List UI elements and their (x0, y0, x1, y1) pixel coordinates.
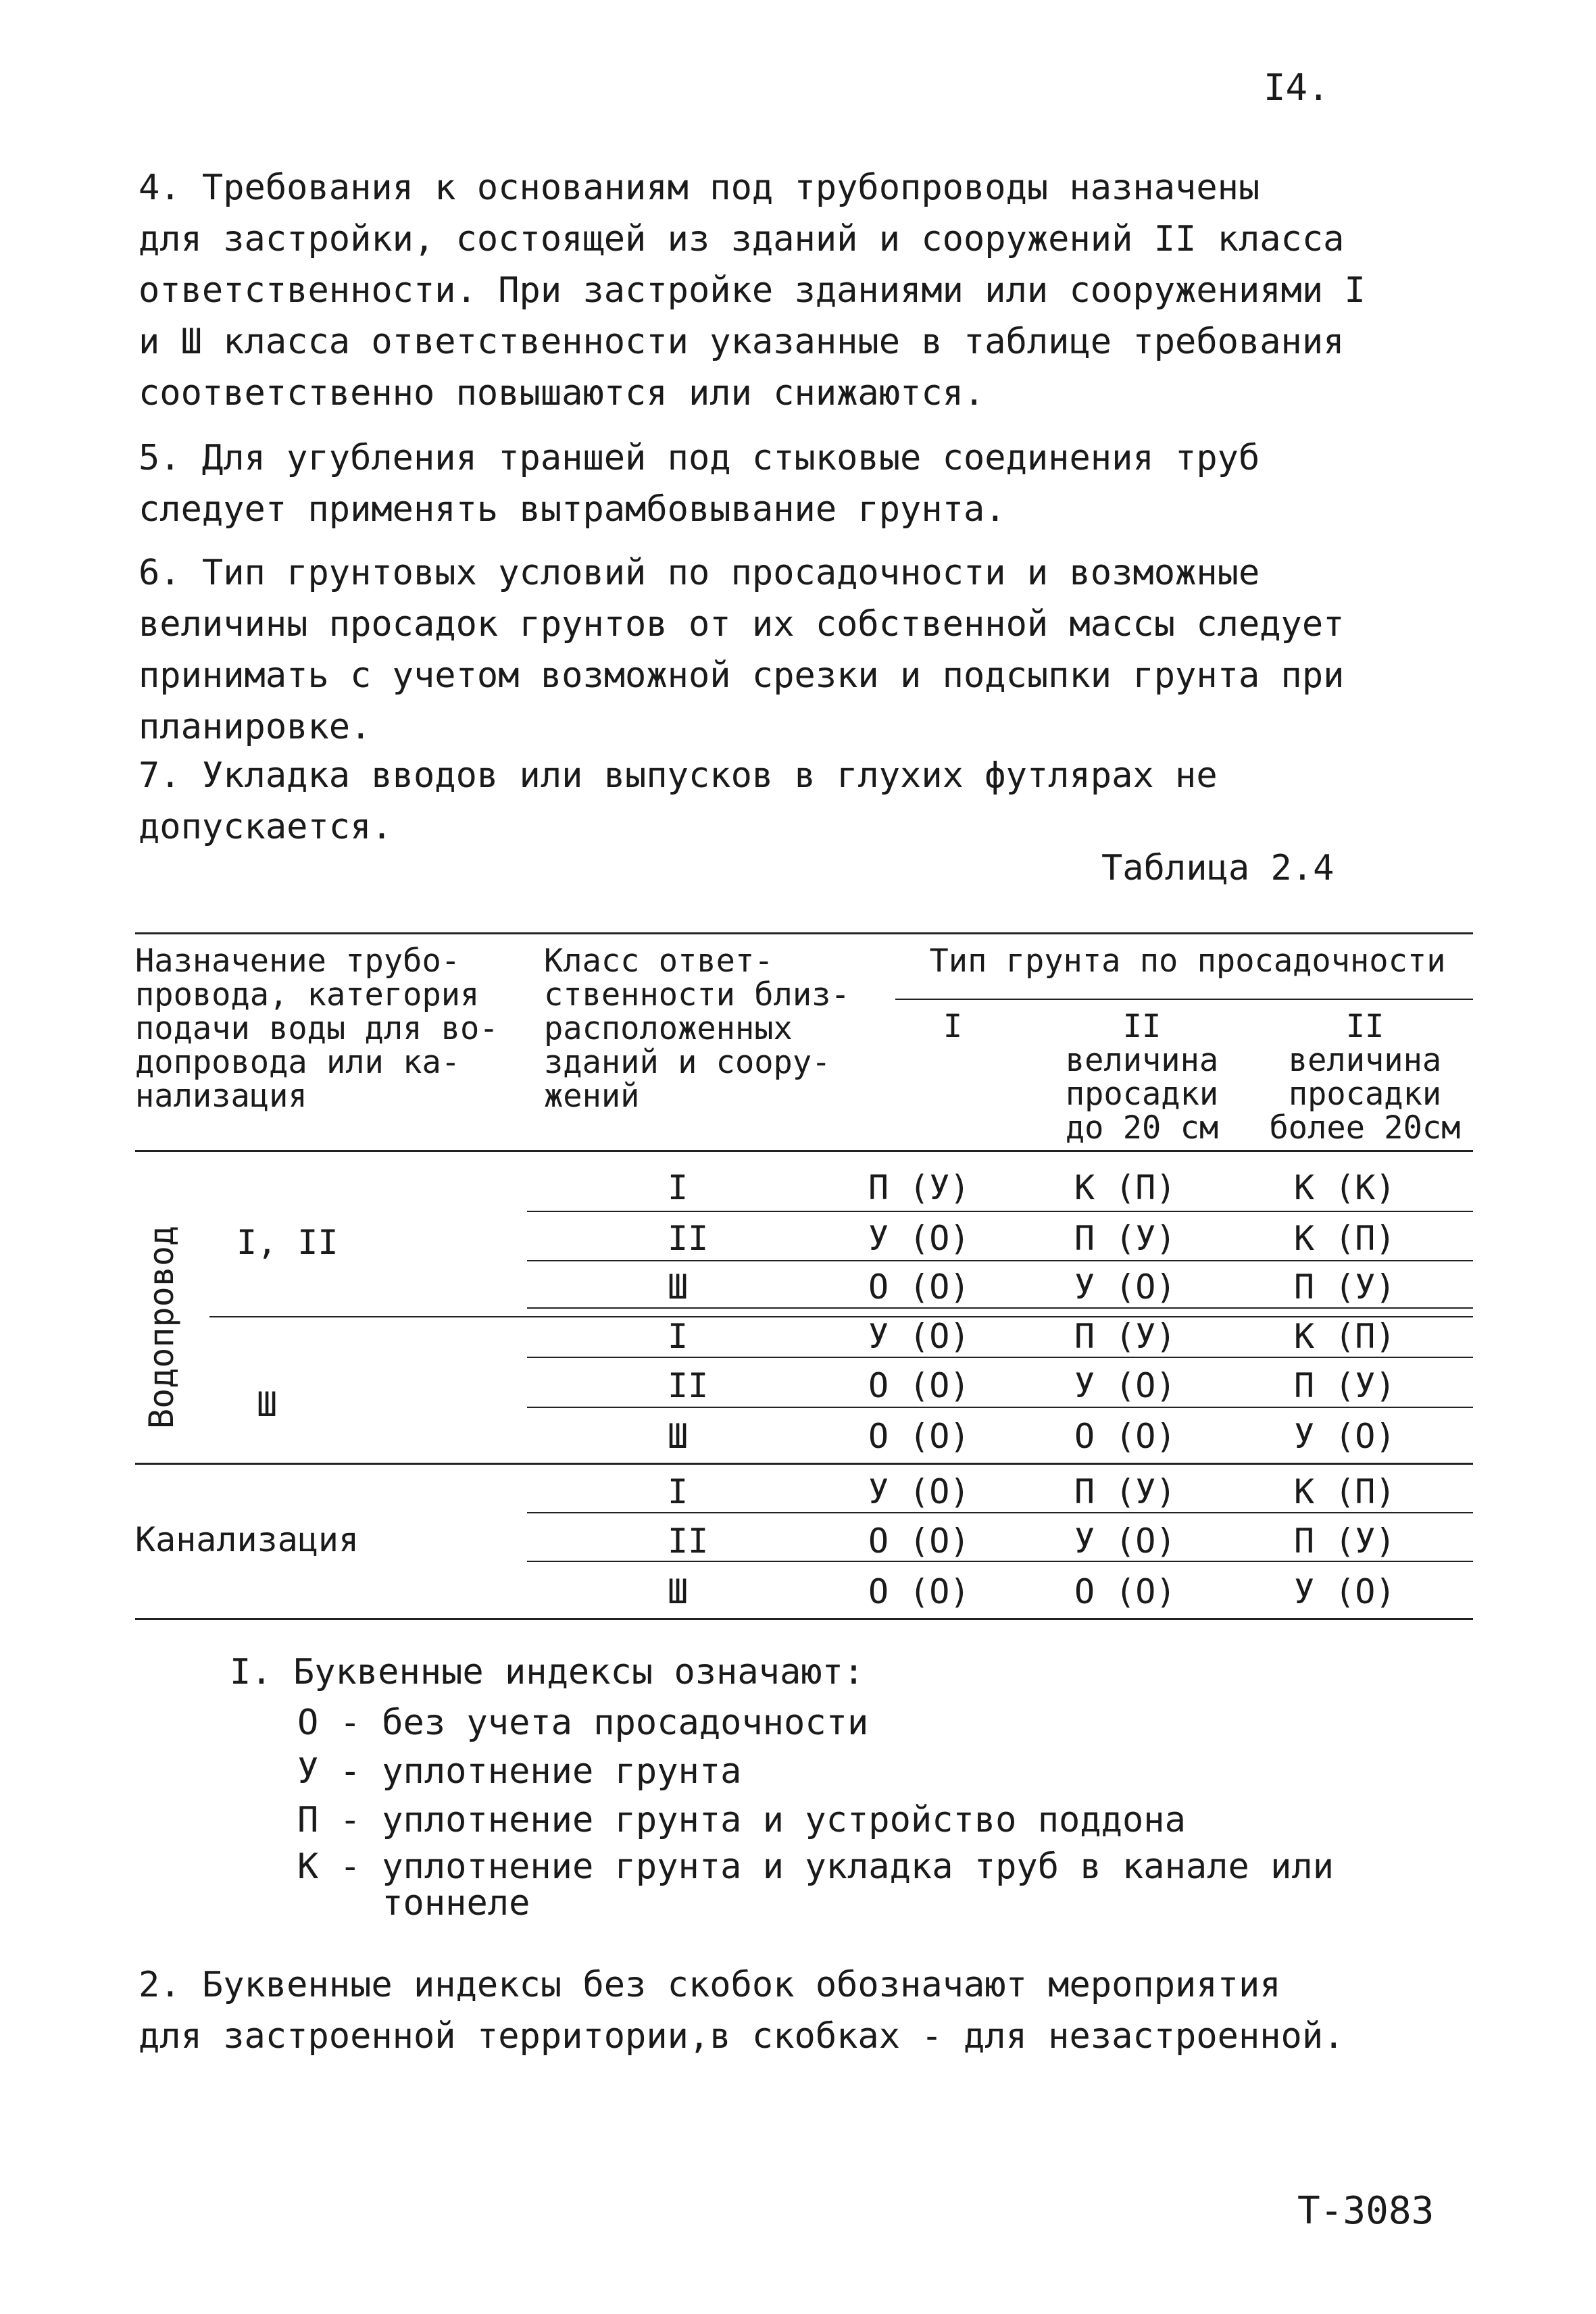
row-rule (527, 1357, 1473, 1358)
row-class: Ш (668, 1572, 689, 1611)
soil-table (135, 932, 1473, 1635)
paragraph-7: 7. Укладка вводов или выпусков в глухих футлярах не допускается. (139, 755, 1218, 847)
row-cell: П (У) (1074, 1472, 1176, 1511)
row-cell: О (О) (868, 1417, 970, 1456)
row-cell: У (О) (1294, 1417, 1396, 1456)
category-I-II: I, II (236, 1223, 339, 1262)
paragraph-6: 6. Тип грунтовых условий по просадочности и возможные величины просадок грунтов от их собственной массы следует принимать с учетом возможной срезки и подсыпки грунта при планировке. (139, 553, 1345, 747)
header-soil-type: Тип грунта по просадочности (929, 942, 1446, 980)
header-col-II-more: II величина просадки более 20см (1269, 1008, 1461, 1147)
row-rule (527, 1407, 1473, 1408)
row-cell: У (О) (868, 1219, 970, 1258)
table-top-rule (135, 932, 1473, 934)
row-cell: П (У) (1074, 1317, 1176, 1356)
row-class: II (668, 1366, 709, 1405)
row-cell: К (П) (1294, 1317, 1396, 1356)
paragraph-4: 4. Требования к основаниям под трубопроводы назначены для застройки, состоящей из зданий и сооружений II класса ответственности. При застройке зданиями или сооружениями I и Ш класса ответственности указанные в таблице требования соответственно повышаются или снижаются. (139, 168, 1366, 413)
row-class: Ш (668, 1417, 689, 1456)
header-sub-rule (895, 999, 1473, 1000)
table-caption: Таблица 2.4 (1101, 848, 1335, 888)
header-class: Класс ответ- ственности близ- расположенных зданий и соору- жений (544, 942, 850, 1115)
category-III: Ш (257, 1385, 278, 1424)
row-cell: П (У) (868, 1168, 970, 1207)
category-rule (209, 1316, 1473, 1317)
row-cell: О (О) (868, 1366, 970, 1405)
row-class: Ш (668, 1267, 689, 1307)
group-sewerage: Канализация (135, 1520, 359, 1559)
row-cell: П (У) (1294, 1366, 1396, 1405)
group-water-supply: Водопровод (142, 1225, 181, 1429)
row-rule (527, 1561, 1473, 1562)
row-cell: О (О) (868, 1572, 970, 1611)
row-cell: П (У) (1294, 1521, 1396, 1561)
row-rule (527, 1307, 1473, 1309)
row-class: I (668, 1317, 689, 1356)
row-cell: У (О) (1074, 1366, 1176, 1405)
page-number: I4. (1264, 66, 1330, 109)
header-bottom-rule (135, 1150, 1473, 1152)
row-rule (527, 1260, 1473, 1261)
legend-k: К - уплотнение грунта и укладка труб в канале или тоннеле (297, 1846, 1335, 1923)
row-cell: П (У) (1294, 1267, 1396, 1307)
row-class: II (668, 1521, 709, 1561)
row-cell: О (О) (868, 1521, 970, 1561)
row-class: II (668, 1219, 709, 1258)
table-bottom-rule (135, 1618, 1473, 1620)
row-cell: О (О) (1074, 1572, 1176, 1611)
legend-p: П - уплотнение грунта и устройство поддона (297, 1800, 1186, 1840)
row-cell: У (О) (868, 1472, 970, 1511)
row-rule (527, 1512, 1473, 1513)
row-cell: О (О) (868, 1267, 970, 1307)
row-cell: К (К) (1294, 1168, 1396, 1207)
row-rule (527, 1211, 1473, 1212)
document-code: Т-3083 (1297, 2189, 1435, 2233)
row-class: I (668, 1472, 689, 1511)
row-cell: У (О) (1074, 1521, 1176, 1561)
row-class: I (668, 1168, 689, 1207)
note-1-title: I. Буквенные индексы означают: (230, 1652, 865, 1692)
row-cell: К (П) (1294, 1472, 1396, 1511)
row-cell: У (О) (1294, 1572, 1396, 1611)
row-cell: О (О) (1074, 1417, 1176, 1456)
header-col-II-20: II величина просадки до 20 см (1065, 1008, 1219, 1147)
paragraph-5: 5. Для угубления траншей под стыковые соединения труб следует применять вытрамбовывание грунта. (139, 438, 1260, 530)
legend-u: У - уплотнение грунта (297, 1751, 742, 1792)
note-2: 2. Буквенные индексы без скобок обозначают мероприятия для застроенной территории,в скобках - для незастроенной. (139, 1965, 1345, 2057)
header-purpose: Назначение трубо- провода, категория подачи воды для во- допровода или ка- нализация (135, 942, 499, 1115)
group-rule (135, 1463, 1473, 1465)
row-cell: К (П) (1294, 1219, 1396, 1258)
row-cell: У (О) (1074, 1267, 1176, 1307)
row-cell: П (У) (1074, 1219, 1176, 1258)
row-cell: У (О) (868, 1317, 970, 1356)
legend-o: О - без учета просадочности (297, 1703, 869, 1743)
row-cell: К (П) (1074, 1168, 1176, 1207)
header-col-I: I (943, 1008, 963, 1045)
